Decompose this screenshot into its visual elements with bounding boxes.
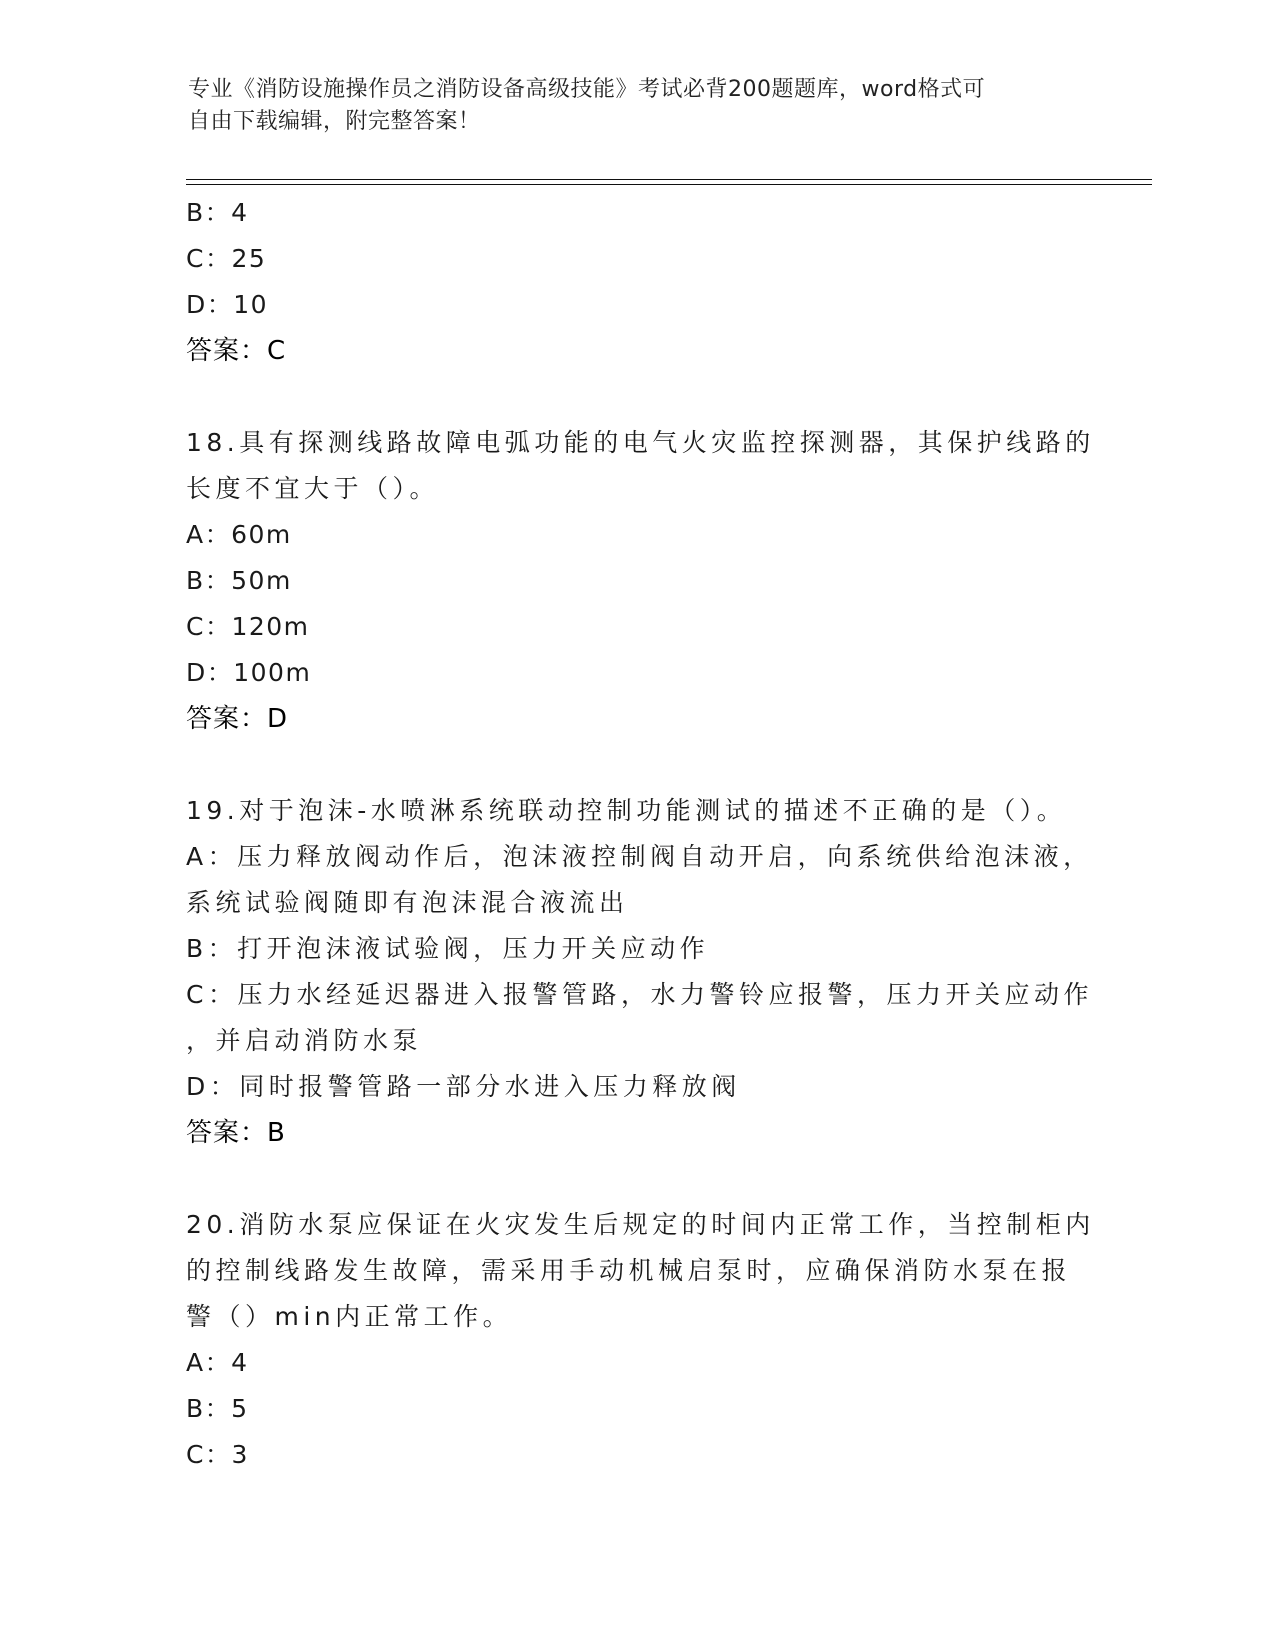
option-a: A：4 [186, 1348, 249, 1377]
header-rule-top [186, 179, 1152, 180]
header-rule-bottom [186, 184, 1152, 185]
option-c: C：3 [186, 1440, 249, 1469]
option-c: C：25 [186, 244, 267, 273]
question-stem-line: 的控制线路发生故障，需采用手动机械启泵时，应确保消防水泵在报 [186, 1256, 1072, 1285]
spacer [186, 374, 1086, 420]
option-d: D：100m [186, 658, 312, 687]
question-content [186, 190, 1095, 1478]
question-18 [186, 420, 1095, 742]
answer-label: 答案：D [186, 704, 289, 734]
option-a-continued: 系统试验阀随即有泡沫混合液流出 [186, 888, 629, 917]
option-c: C：压力水经延迟器进入报警管路，水力警铃应报警，压力开关应动作 [186, 980, 1093, 1009]
question-stem-line: 警（）min内正常工作。 [186, 1302, 513, 1331]
option-b: B：打开泡沫液试验阀，压力开关应动作 [186, 934, 710, 963]
option-b: B：5 [186, 1394, 249, 1423]
page-header [188, 74, 1068, 138]
option-b: B：50m [186, 566, 292, 595]
spacer [186, 1156, 1086, 1202]
option-c-continued: ，并启动消防水泵 [186, 1026, 423, 1055]
question-stem-line: 20.消防水泵应保证在火灾发生后规定的时间内正常工作，当控制柜内 [186, 1210, 1095, 1239]
header-line-2: 自由下载编辑，附完整答案！ [188, 109, 481, 134]
answer-label: 答案：B [186, 1118, 286, 1148]
option-a: A：60m [186, 520, 292, 549]
answer-label: 答案：C [186, 336, 287, 366]
question-17-tail [186, 190, 1086, 374]
option-c: C：120m [186, 612, 310, 641]
option-d: D：10 [186, 290, 269, 319]
option-a: A：压力释放阀动作后，泡沫液控制阀自动开启，向系统供给泡沫液， [186, 842, 1093, 871]
question-19 [186, 788, 1093, 1156]
option-d: D：同时报警管路一部分水进入压力释放阀 [186, 1072, 741, 1101]
header-line-1: 专业《消防设施操作员之消防设备高级技能》考试必背200题题库，word格式可 [188, 77, 986, 102]
option-b: B：4 [186, 198, 249, 227]
spacer [186, 742, 1086, 788]
question-20 [186, 1202, 1095, 1478]
question-stem-line: 18.具有探测线路故障电弧功能的电气火灾监控探测器，其保护线路的 [186, 428, 1095, 457]
question-stem-line: 19.对于泡沫-水喷淋系统联动控制功能测试的描述不正确的是（）。 [186, 796, 1067, 825]
question-stem-line: 长度不宜大于（）。 [186, 474, 440, 503]
